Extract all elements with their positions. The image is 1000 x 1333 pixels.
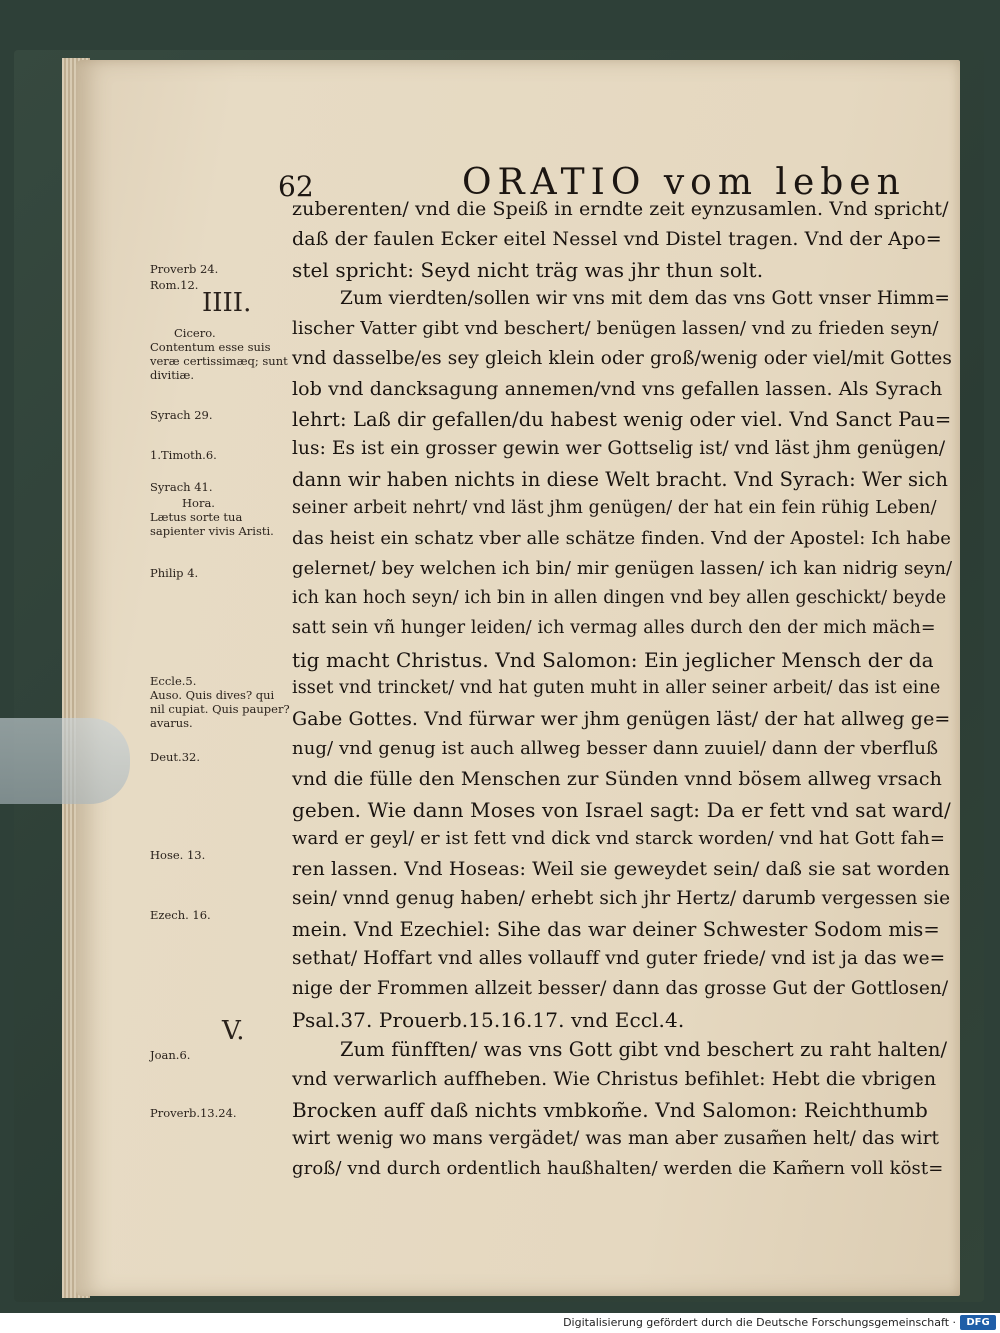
margin-note: Lætus sorte tua sapienter vivis Aristi. [150, 510, 274, 538]
text-line: stel spricht: Seyd nicht träg was jhr thun solt. [292, 258, 764, 282]
text-line: dann wir haben nichts in diese Welt bracht. Vnd Syrach: Wer sich [292, 468, 949, 491]
running-head: ORATIO vom leben [462, 162, 906, 203]
text-line: isset vnd trincket/ vnd hat guten muht in aller seiner arbeit/ das ist eine [292, 678, 941, 698]
text-line: ward er geyl/ er ist fett vnd dick vnd starck worden/ vnd hat Gott fah= [292, 828, 946, 849]
margin-note: Cicero. [174, 326, 216, 340]
margin-note: Hora. [182, 496, 215, 510]
text-line: Brocken auff daß nichts vmbkom̃e. Vnd Salomon: Reichthumb [292, 1098, 928, 1122]
text-line: ren lassen. Vnd Hoseas: Weil sie geweydet sein/ daß sie sat worden [292, 858, 950, 880]
text-line: vnd die fülle den Menschen zur Sünden vnnd bösem allweg vrsach [292, 768, 942, 790]
text-line: mein. Vnd Ezechiel: Sihe das war deiner Schwester Sodom mis= [292, 918, 940, 941]
text-line: tig macht Christus. Vnd Salomon: Ein jeglicher Mensch der da [292, 648, 934, 672]
footer-bar [0, 1313, 1000, 1333]
text-line: Psal.37. Prouerb.15.16.17. vnd Eccl.4. [292, 1008, 685, 1032]
text-line: seiner arbeit nehrt/ vnd läst jhm genügen/ der hat ein fein rühig Leben/ [292, 498, 937, 518]
margin-note: Proverb 24. [150, 262, 219, 276]
page-number: 62 [278, 170, 314, 203]
text-line: wirt wenig wo mans vergädet/ was man aber zusam̃en helt/ das wirt [292, 1128, 940, 1149]
text-line: lob vnd dancksagung annemen/vnd vns gefallen lassen. Als Syrach [292, 378, 943, 400]
text-line: zuberenten/ vnd die Speiß in erndte zeit eynzusamlen. Vnd spricht/ [292, 198, 949, 220]
text-line: nug/ vnd genug ist auch allweg besser dann zuuiel/ dann der vberfluß [292, 738, 939, 759]
margin-note: Ezech. 16. [150, 908, 211, 922]
margin-note: Syrach 29. [150, 408, 213, 422]
text-line: lehrt: Laß dir gefallen/du habest wenig oder viel. Vnd Sanct Pau= [292, 408, 952, 431]
margin-notes [150, 248, 290, 1128]
dfg-logo-icon: DFG [960, 1315, 996, 1330]
text-line: nige der Frommen allzeit besser/ dann das grosse Gut der Gottlosen/ [292, 978, 949, 999]
margin-note-numeral: V. [222, 1016, 245, 1046]
margin-note: Proverb.13.24. [150, 1106, 237, 1120]
text-line: Zum vierdten/sollen wir vns mit dem das vns Gott vnser Himm= [340, 288, 950, 309]
text-line: sein/ vnnd genug haben/ erhebt sich jhr Hertz/ darumb vergessen sie [292, 888, 951, 909]
text-line: lischer Vatter gibt vnd beschert/ benügen lassen/ vnd zu frieden seyn/ [292, 318, 939, 339]
margin-note: Philip 4. [150, 566, 199, 580]
funding-credit: Digitalisierung gefördert durch die Deutsche Forschungsgemeinschaft · [563, 1316, 956, 1329]
margin-note: Eccle.5. [150, 674, 197, 688]
text-line: satt sein vñ hunger leiden/ ich vermag alles durch den der mich mäch= [292, 618, 936, 638]
text-line: lus: Es ist ein grosser gewin wer Gottselig ist/ vnd läst jhm genügen/ [292, 438, 946, 459]
margin-note: Joan.6. [150, 1048, 191, 1062]
margin-note: Auso. Quis dives? qui nil cupiat. Quis pauper? avarus. [150, 688, 290, 730]
text-line: vnd dasselbe/es sey gleich klein oder groß/wenig oder viel/mit Gottes [292, 348, 952, 369]
text-line: Gabe Gottes. Vnd fürwar wer jhm genügen läst/ der hat allweg ge= [292, 708, 951, 730]
text-line: geben. Wie dann Moses von Israel sagt: Da er fett vnd sat ward/ [292, 798, 951, 822]
text-line: gelernet/ bey welchen ich bin/ mir genügen lassen/ ich kan nidrig seyn/ [292, 558, 953, 579]
text-line: Zum fünfften/ was vns Gott gibt vnd beschert zu raht halten/ [340, 1038, 948, 1061]
text-line: ich kan hoch seyn/ ich bin in allen dingen vnd bey allen geschickt/ beyde [292, 588, 947, 608]
bookmark-clip [0, 718, 130, 804]
margin-note-numeral: IIII. [202, 288, 252, 318]
margin-note: Hose. 13. [150, 848, 206, 862]
margin-note: Contentum esse suis veræ certissimæq; sunt divitiæ. [150, 340, 288, 382]
margin-note: Rom.12. [150, 278, 199, 292]
margin-note: Syrach 41. [150, 480, 213, 494]
text-line: sethat/ Hoffart vnd alles vollauff vnd guter friede/ vnd ist ja das we= [292, 948, 946, 969]
margin-note: 1.Timoth.6. [150, 448, 217, 462]
text-line: groß/ vnd durch ordentlich haußhalten/ werden die Kam̃ern voll köst= [292, 1158, 944, 1179]
text-line: vnd verwarlich auffheben. Wie Christus befihlet: Hebt die vbrigen [292, 1068, 937, 1090]
text-line: das heist ein schatz vber alle schätze finden. Vnd der Apostel: Ich habe [292, 528, 952, 549]
text-line: daß der faulen Ecker eitel Nessel vnd Distel tragen. Vnd der Apo= [292, 228, 942, 250]
margin-note: Deut.32. [150, 750, 200, 764]
